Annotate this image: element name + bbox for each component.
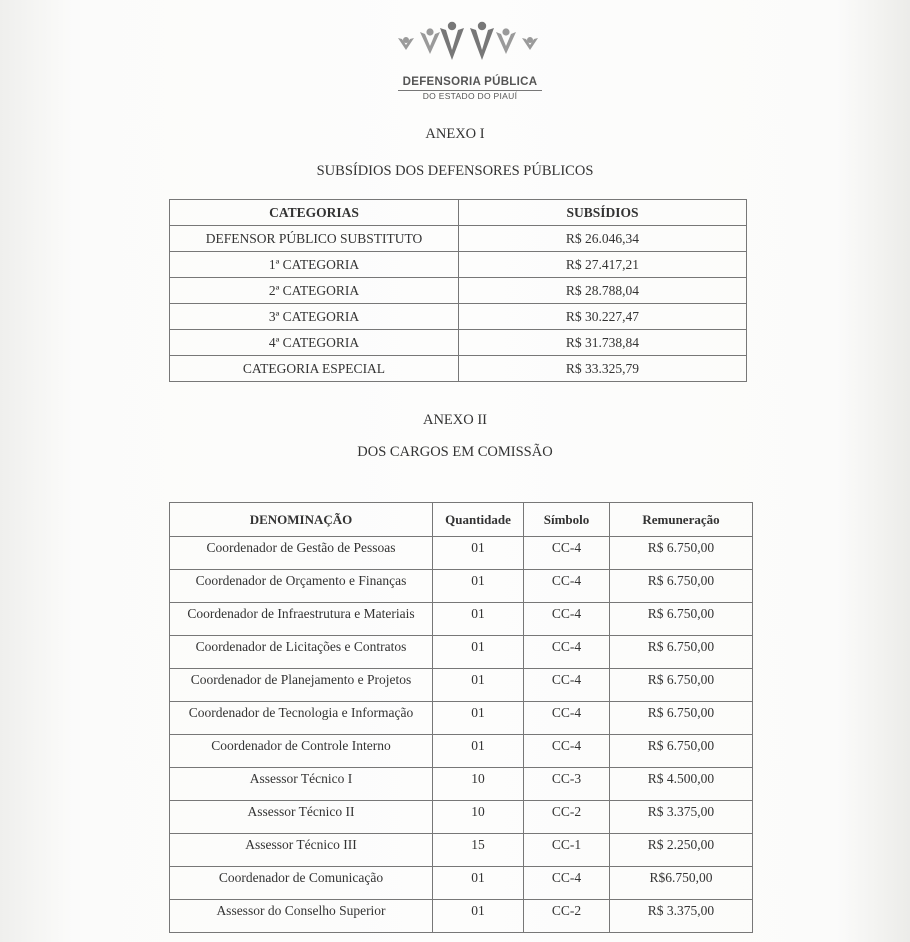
position-cell: Assessor Técnico III [170,834,433,867]
org-subname: DO ESTADO DO PIAUÍ [422,91,518,101]
column-header: SUBSÍDIOS [459,200,747,226]
table-row [170,834,753,867]
symbol-cell: CC-4 [524,867,610,900]
position-cell: Coordenador de Infraestrutura e Materiais [170,603,433,636]
quantity-cell: 10 [433,768,524,801]
category-cell: 4ª CATEGORIA [170,330,459,356]
table-row [170,867,753,900]
quantity-cell: 15 [433,834,524,867]
table-row [170,226,747,252]
table-row [170,768,753,801]
table-header-row [170,200,747,226]
symbol-cell: CC-4 [524,603,610,636]
quantity-cell: 01 [433,570,524,603]
table-row [170,603,753,636]
salary-cell: R$ 3.375,00 [610,900,753,933]
quantity-cell: 01 [433,636,524,669]
column-header: DENOMINAÇÃO [170,503,433,537]
symbol-cell: CC-4 [524,669,610,702]
position-cell: Coordenador de Planejamento e Projetos [170,669,433,702]
salary-cell: R$ 6.750,00 [610,636,753,669]
position-cell: Coordenador de Controle Interno [170,735,433,768]
position-cell: Coordenador de Licitações e Contratos [170,636,433,669]
symbol-cell: CC-4 [524,702,610,735]
table-row [170,330,747,356]
quantity-cell: 01 [433,735,524,768]
category-cell: 2ª CATEGORIA [170,278,459,304]
quantity-cell: 01 [433,603,524,636]
symbol-cell: CC-4 [524,636,610,669]
annex1-subtitle: SUBSÍDIOS DOS DEFENSORES PÚBLICOS [316,163,594,179]
category-cell: DEFENSOR PÚBLICO SUBSTITUTO [170,226,459,252]
salary-cell: R$ 4.500,00 [610,768,753,801]
commission-positions-table [169,502,753,933]
position-cell: Assessor do Conselho Superior [170,900,433,933]
quantity-cell: 10 [433,801,524,834]
column-header: Quantidade [433,503,524,537]
symbol-cell: CC-4 [524,570,610,603]
table-row [170,702,753,735]
table-row [170,636,753,669]
position-cell: Coordenador de Gestão de Pessoas [170,537,433,570]
table-row [170,356,747,382]
subsidy-cell: R$ 27.417,21 [459,252,747,278]
table-row [170,669,753,702]
subsidy-cell: R$ 33.325,79 [459,356,747,382]
table-row [170,537,753,570]
subsidies-table [169,199,747,382]
org-name: DEFENSORIA PÚBLICA [402,76,538,88]
position-cell: Assessor Técnico II [170,801,433,834]
position-cell: Assessor Técnico I [170,768,433,801]
table-row [170,252,747,278]
subsidy-cell: R$ 26.046,34 [459,226,747,252]
position-cell: Coordenador de Orçamento e Finanças [170,570,433,603]
category-cell: CATEGORIA ESPECIAL [170,356,459,382]
salary-cell: R$ 2.250,00 [610,834,753,867]
position-cell: Coordenador de Tecnologia e Informação [170,702,433,735]
column-header: Remuneração [610,503,753,537]
symbol-cell: CC-1 [524,834,610,867]
column-header: Símbolo [524,503,610,537]
salary-cell: R$ 3.375,00 [610,801,753,834]
subsidy-cell: R$ 28.788,04 [459,278,747,304]
salary-cell: R$ 6.750,00 [610,537,753,570]
salary-cell: R$ 6.750,00 [610,603,753,636]
salary-cell: R$ 6.750,00 [610,735,753,768]
salary-cell: R$6.750,00 [610,867,753,900]
subsidy-cell: R$ 30.227,47 [459,304,747,330]
symbol-cell: CC-3 [524,768,610,801]
symbol-cell: CC-4 [524,537,610,570]
annex2-subtitle: DOS CARGOS EM COMISSÃO [357,444,553,460]
logo [390,18,550,108]
salary-cell: R$ 6.750,00 [610,702,753,735]
quantity-cell: 01 [433,537,524,570]
subsidy-cell: R$ 31.738,84 [459,330,747,356]
category-cell: 3ª CATEGORIA [170,304,459,330]
people-logo-icon [390,18,550,62]
quantity-cell: 01 [433,669,524,702]
table-row [170,278,747,304]
symbol-cell: CC-2 [524,801,610,834]
symbol-cell: CC-2 [524,900,610,933]
table-header-row [170,503,753,537]
annex2-title: ANEXO II [422,412,488,428]
table-row [170,304,747,330]
salary-cell: R$ 6.750,00 [610,570,753,603]
annex1-title: ANEXO I [425,126,485,142]
column-header: CATEGORIAS [170,200,459,226]
table-row [170,570,753,603]
salary-cell: R$ 6.750,00 [610,669,753,702]
table-row [170,900,753,933]
quantity-cell: 01 [433,867,524,900]
category-cell: 1ª CATEGORIA [170,252,459,278]
position-cell: Coordenador de Comunicação [170,867,433,900]
table-row [170,735,753,768]
quantity-cell: 01 [433,900,524,933]
table-row [170,801,753,834]
symbol-cell: CC-4 [524,735,610,768]
quantity-cell: 01 [433,702,524,735]
